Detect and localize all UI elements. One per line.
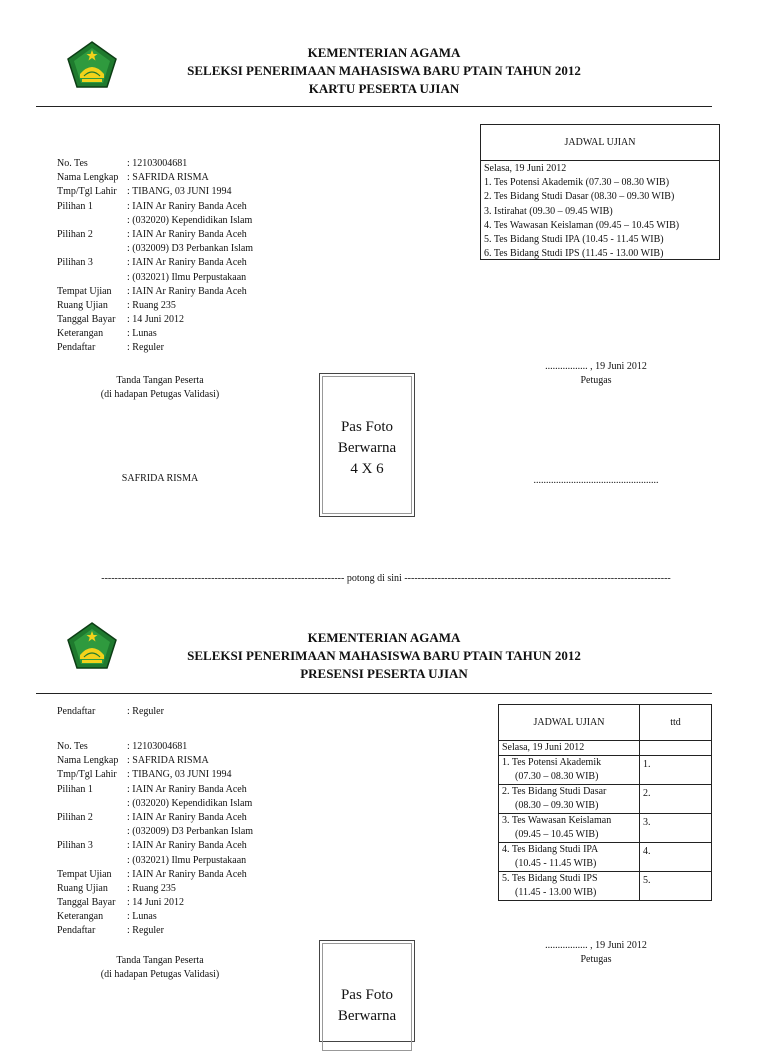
session-name: 5. Tes Bidang Studi IPS [502, 873, 598, 884]
info-row [57, 256, 253, 270]
info-key: Pendaftar [57, 342, 96, 354]
info-value: : IAIN Ar Raniry Banda Aceh [127, 811, 247, 823]
officer-label-bottom: Petugas [580, 954, 612, 965]
info-key: Nama Lengkap [57, 755, 119, 767]
info-value: : 12103004681 [127, 741, 188, 752]
schedule-row [499, 814, 712, 843]
info-value: : (032021) Ilmu Perpustakaan [127, 271, 247, 283]
registrant-type-top [57, 705, 164, 719]
schedule-session [499, 785, 640, 814]
info-key: Tempat Ujian [57, 868, 112, 880]
signature-cell[interactable]: 3. [640, 814, 712, 843]
info-value: : TIBANG, 03 JUNI 1994 [127, 769, 232, 781]
participant-info [57, 157, 253, 356]
session-name: 3. Tes Wawasan Keislaman [502, 815, 612, 826]
info-value: : 12103004681 [127, 158, 188, 169]
officer-block-bottom [496, 939, 696, 967]
session-time: (07.30 – 08.30 WIB) [515, 771, 599, 782]
participant-name: SAFRIDA RISMA [121, 473, 199, 484]
info-value: : (032020) Kependidikan Islam [127, 214, 253, 226]
info-value: : Reguler [127, 925, 164, 937]
info-row [57, 768, 253, 782]
schedule-date-bottom: Selasa, 19 Juni 2012 [499, 741, 640, 756]
ministry-title: KEMENTERIAN AGAMA [307, 45, 461, 60]
schedule-item: Selasa, 19 Juni 2012 [484, 163, 567, 174]
photo-text-2: Berwarna [337, 440, 397, 456]
info-key: Pendaftar [57, 925, 96, 937]
info-row [57, 214, 253, 228]
info-row [57, 157, 253, 171]
info-row [57, 882, 253, 896]
info-row [57, 783, 253, 797]
signature-label-bottom-line1: Tanda Tangan Peserta [116, 955, 204, 966]
info-key: Tmp/Tgl Lahir [57, 186, 117, 198]
info-value: : IAIN Ar Raniry Banda Aceh [127, 840, 247, 852]
info-value: : Lunas [127, 328, 157, 340]
info-key: Nama Lengkap [57, 172, 119, 184]
info-row [57, 868, 253, 882]
schedule-session [499, 756, 640, 785]
officer-label: Petugas [580, 375, 612, 386]
info-row [57, 910, 253, 924]
info-value: : IAIN Ar Raniry Banda Aceh [127, 868, 247, 880]
registrant-type-value: : Reguler [127, 706, 164, 717]
info-key: Tanggal Bayar [57, 314, 116, 326]
schedule-list [484, 162, 679, 261]
session-name: 4. Tes Bidang Studi IPA [502, 844, 599, 855]
info-value: : Lunas [127, 911, 157, 923]
schedule-row [499, 756, 712, 785]
photo-placeholder [319, 373, 415, 517]
info-row [57, 754, 253, 768]
photo-placeholder-bottom [319, 940, 415, 1042]
info-value: : (032021) Ilmu Perpustakaan [127, 854, 247, 866]
info-key: Pilihan 1 [57, 783, 93, 795]
schedule-item: 6. Tes Bidang Studi IPS (11.45 - 13.00 WIB) [484, 248, 664, 260]
info-row [57, 811, 253, 825]
info-row [57, 242, 253, 256]
selection-title-bottom: SELEKSI PENERIMAAN MAHASISWA BARU PTAIN TAHUN 2012 [187, 648, 581, 663]
ministry-title-bottom: KEMENTERIAN AGAMA [307, 630, 461, 645]
schedule-item: 1. Tes Potensi Akademik (07.30 – 08.30 WIB) [484, 177, 670, 189]
info-value: : Ruang 235 [127, 882, 176, 894]
info-row [57, 285, 253, 299]
info-key: Keterangan [57, 328, 104, 340]
schedule-item: 3. Istirahat (09.30 – 09.45 WIB) [484, 205, 613, 217]
info-value: : (032009) D3 Perbankan Islam [127, 243, 254, 255]
registrant-type-key: Pendaftar [57, 706, 96, 717]
info-key: Pilihan 3 [57, 840, 93, 852]
session-time: (08.30 – 09.30 WIB) [515, 800, 599, 811]
info-key: Keterangan [57, 911, 104, 923]
info-value: : SAFRIDA RISMA [127, 172, 209, 184]
signature-label-bottom [60, 954, 260, 982]
info-key: Pilihan 2 [57, 811, 93, 823]
info-value: : IAIN Ar Raniry Banda Aceh [127, 285, 247, 297]
attendance-schedule-table [498, 704, 712, 901]
signature-label-line2: (di hadapan Petugas Validasi) [100, 389, 220, 400]
info-key: Ruang Ujian [57, 299, 108, 311]
schedule-row [499, 785, 712, 814]
schedule-row [499, 843, 712, 872]
schedule-title: JADWAL UJIAN [564, 137, 636, 148]
info-row [57, 313, 253, 327]
schedule-row [499, 872, 712, 901]
header-divider-bottom [36, 693, 712, 694]
info-row [57, 271, 253, 285]
card-title: KARTU PESERTA UJIAN [308, 81, 460, 96]
signature-label [60, 374, 260, 402]
info-value: : 14 Juni 2012 [127, 314, 184, 326]
info-value: : IAIN Ar Raniry Banda Aceh [127, 783, 247, 795]
info-key: Tanggal Bayar [57, 897, 116, 909]
session-name: 1. Tes Potensi Akademik [502, 757, 602, 768]
info-row [57, 896, 253, 910]
info-row [57, 839, 253, 853]
schedule-item: 2. Tes Bidang Studi Dasar (08.30 – 09.30 WIB) [484, 191, 675, 203]
officer-block [496, 360, 696, 388]
ttd-header: ttd [640, 705, 712, 741]
info-value: : SAFRIDA RISMA [127, 755, 209, 767]
selection-title: SELEKSI PENERIMAAN MAHASISWA BARU PTAIN TAHUN 2012 [187, 63, 581, 78]
info-value: : Ruang 235 [127, 299, 176, 311]
photo-text-3: 4 X 6 [350, 461, 384, 477]
info-row [57, 825, 253, 839]
header-divider [36, 106, 712, 107]
info-row [57, 341, 253, 355]
exam-schedule-box [480, 124, 720, 260]
officer-signature-line: .................................................. [533, 475, 659, 486]
info-value: : IAIN Ar Raniry Banda Aceh [127, 228, 247, 240]
photo-text-1: Pas Foto [340, 419, 394, 435]
signature-cell[interactable]: 2. [640, 785, 712, 814]
session-time: (10.45 - 11.45 WIB) [515, 858, 597, 869]
participant-info-bottom [57, 740, 253, 939]
info-key: Pilihan 1 [57, 200, 93, 212]
date-line: ................. , 19 Juni 2012 [545, 361, 647, 372]
info-key: Tempat Ujian [57, 285, 112, 297]
info-row [57, 200, 253, 214]
cut-line: ------------------------------------------------------------------------- potong di sini -------------------------------------------------------------------------------- [101, 573, 671, 584]
session-time: (09.45 – 10.45 WIB) [515, 829, 599, 840]
info-row [57, 797, 253, 811]
schedule-item: 4. Tes Wawasan Keislaman (09.45 – 10.45 WIB) [484, 219, 680, 231]
info-value: : (032009) D3 Perbankan Islam [127, 826, 254, 838]
schedule-session [499, 843, 640, 872]
schedule-item: 5. Tes Bidang Studi IPA (10.45 - 11.45 WIB) [484, 234, 664, 246]
info-value: : Reguler [127, 342, 164, 354]
info-key: Ruang Ujian [57, 882, 108, 894]
schedule-divider [481, 160, 719, 161]
ttd-blank [640, 741, 712, 756]
info-key: No. Tes [57, 158, 88, 169]
info-key: Pilihan 2 [57, 228, 93, 240]
info-row [57, 228, 253, 242]
info-value: : IAIN Ar Raniry Banda Aceh [127, 200, 247, 212]
info-key: Tmp/Tgl Lahir [57, 769, 117, 781]
info-value: : IAIN Ar Raniry Banda Aceh [127, 257, 247, 269]
session-time: (11.45 - 13.00 WIB) [515, 887, 597, 898]
info-value: : TIBANG, 03 JUNI 1994 [127, 186, 232, 198]
info-key: Pilihan 3 [57, 257, 93, 269]
info-row [57, 171, 253, 185]
signature-label-bottom-line2: (di hadapan Petugas Validasi) [100, 969, 220, 980]
signature-label-line1: Tanda Tangan Peserta [116, 375, 204, 386]
info-value: : 14 Juni 2012 [127, 897, 184, 909]
schedule-session [499, 814, 640, 843]
info-row [57, 327, 253, 341]
date-line-bottom: ................. , 19 Juni 2012 [545, 940, 647, 951]
info-value: : (032020) Kependidikan Islam [127, 797, 253, 809]
signature-cell[interactable]: 4. [640, 843, 712, 872]
schedule-session [499, 872, 640, 901]
info-row [57, 854, 253, 868]
info-row [57, 299, 253, 313]
info-row [57, 740, 253, 754]
photo-bottom-text-2: Berwarna [337, 1008, 397, 1024]
info-row [57, 924, 253, 938]
info-row [57, 185, 253, 199]
session-name: 2. Tes Bidang Studi Dasar [502, 786, 607, 797]
schedule-title-bottom: JADWAL UJIAN [499, 705, 640, 741]
attendance-title: PRESENSI PESERTA UJIAN [300, 666, 468, 681]
signature-cell[interactable]: 1. [640, 756, 712, 785]
signature-cell[interactable]: 5. [640, 872, 712, 901]
info-key: No. Tes [57, 741, 88, 752]
photo-bottom-text-1: Pas Foto [340, 987, 394, 1003]
